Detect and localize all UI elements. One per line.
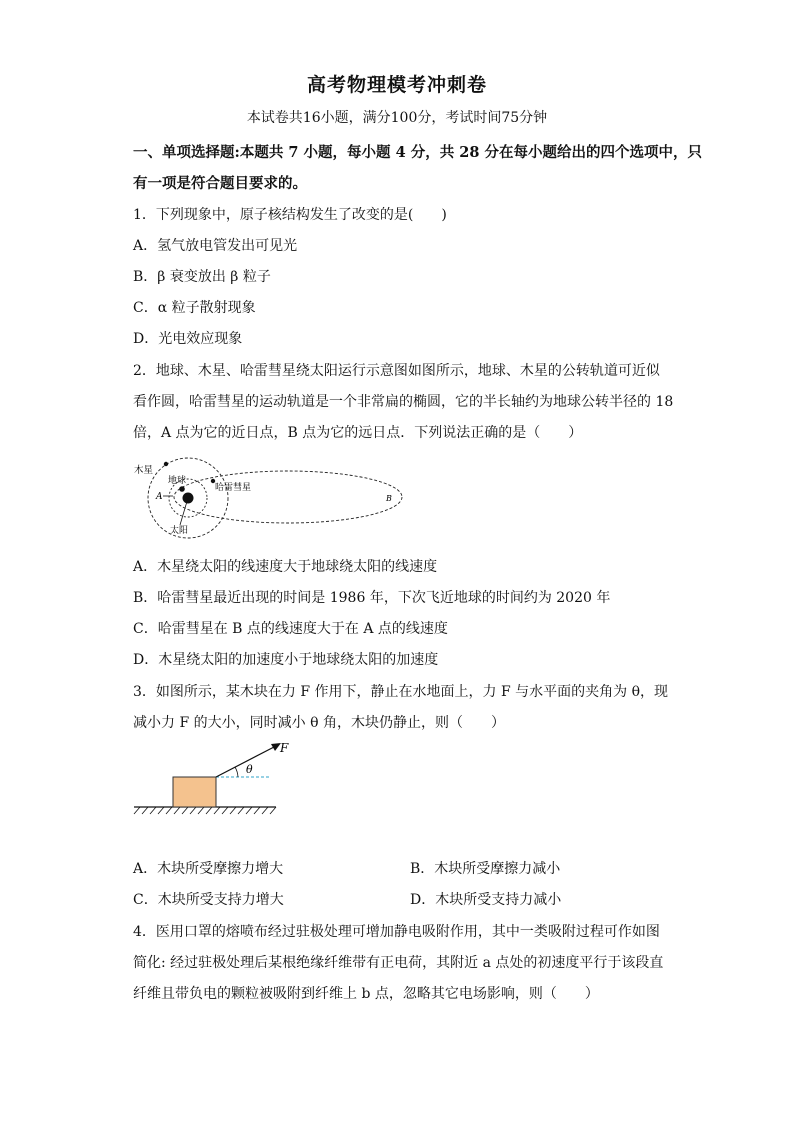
q2-stem-line3: 倍，A 点为它的近日点，B 点为它的远日点．下列说法正确的是（ ） [133, 425, 583, 441]
force-diagram [130, 738, 300, 820]
sun-label: 太阳 [170, 526, 189, 536]
section-heading-line2: 有一项是符合题目要求的。 [133, 175, 307, 192]
angle-arc [235, 767, 238, 777]
q1-stem: 1．下列现象中，原子核结构发生了改变的是( ) [133, 207, 447, 223]
q3-stem-line1: 3．如图所示，某木块在力 F 作用下，静止在水地面上，力 F 与水平面的夹角为 θ，现 [133, 684, 669, 700]
q2-option-b: B．哈雷彗星最近出现的时间是 1986 年，下次飞近地球的时间约为 2020 年 [133, 590, 611, 606]
page-title: 高考物理模考冲刺卷 [306, 74, 487, 96]
q4-stem-line3: 纤维且带负电的颗粒被吸附到纤维上 b 点，忽略其它电场影响，则（ ） [133, 986, 599, 1002]
jupiter-dot [164, 462, 168, 466]
q3-option-d: D．木块所受支持力减小 [410, 892, 562, 908]
force-arrow-shaft [216, 747, 274, 777]
point-b-label: B [386, 494, 392, 503]
q2-option-d: D．木星绕太阳的加速度小于地球绕太阳的加速度 [133, 652, 439, 668]
jupiter-label: 木星 [134, 465, 154, 476]
ground-hatching [134, 807, 276, 814]
q3-option-c: C．木块所受支持力增大 [133, 892, 284, 908]
q2-option-a: A．木星绕太阳的线速度大于地球绕太阳的线速度 [133, 559, 438, 575]
earth-label: 地球 [168, 476, 187, 486]
sun-pointer-line [180, 498, 188, 525]
earth-dot [179, 486, 185, 492]
wooden-block [173, 777, 216, 807]
q1-option-c: C．α 粒子散射现象 [133, 300, 256, 316]
q3-stem-line2: 减小力 F 的大小，同时减小 θ 角，木块仍静止，则（ ） [133, 715, 505, 731]
q1-option-b: B．β 衰变放出 β 粒子 [133, 269, 271, 285]
exam-info: 本试卷共16小题，满分100分，考试时间75分钟 [246, 110, 548, 126]
comet-label: 哈雷彗星 [215, 483, 252, 493]
q2-stem-line1: 2．地球、木星、哈雷彗星绕太阳运行示意图如图所示，地球、木星的公转轨道可近似 [133, 363, 660, 379]
q1-option-d: D．光电效应现象 [133, 331, 243, 347]
point-a-label: A [156, 492, 163, 502]
q1-option-a: A．氢气放电管发出可见光 [133, 238, 298, 254]
section-heading-line1: 一、单项选择题:本题共 7 小题，每小题 4 分，共 28 分在每小题给出的四个选项中，只 [133, 144, 702, 161]
angle-label: θ [246, 763, 253, 776]
q4-stem-line1: 4．医用口罩的熔喷布经过驻极处理可增加静电吸附作用，其中一类吸附过程可作如图 [133, 924, 660, 940]
force-label: F [280, 741, 289, 755]
orbit-diagram [130, 455, 410, 540]
q2-option-c: C．哈雷彗星在 B 点的线速度大于在 A 点的线速度 [133, 621, 448, 637]
comet-orbit [174, 471, 402, 523]
q4-stem-line2: 简化: 经过驻极处理后某根绝缘纤维带有正电荷，其附近 a 点处的初速度平行于该段直 [133, 955, 664, 971]
q3-option-b: B．木块所受摩擦力减小 [410, 861, 561, 877]
q3-option-a: A．木块所受摩擦力增大 [133, 861, 284, 877]
q2-stem-line2: 看作圆，哈雷彗星的运动轨道是一个非常扁的椭圆，它的半长轴约为地球公转半径的 18 [133, 394, 674, 410]
